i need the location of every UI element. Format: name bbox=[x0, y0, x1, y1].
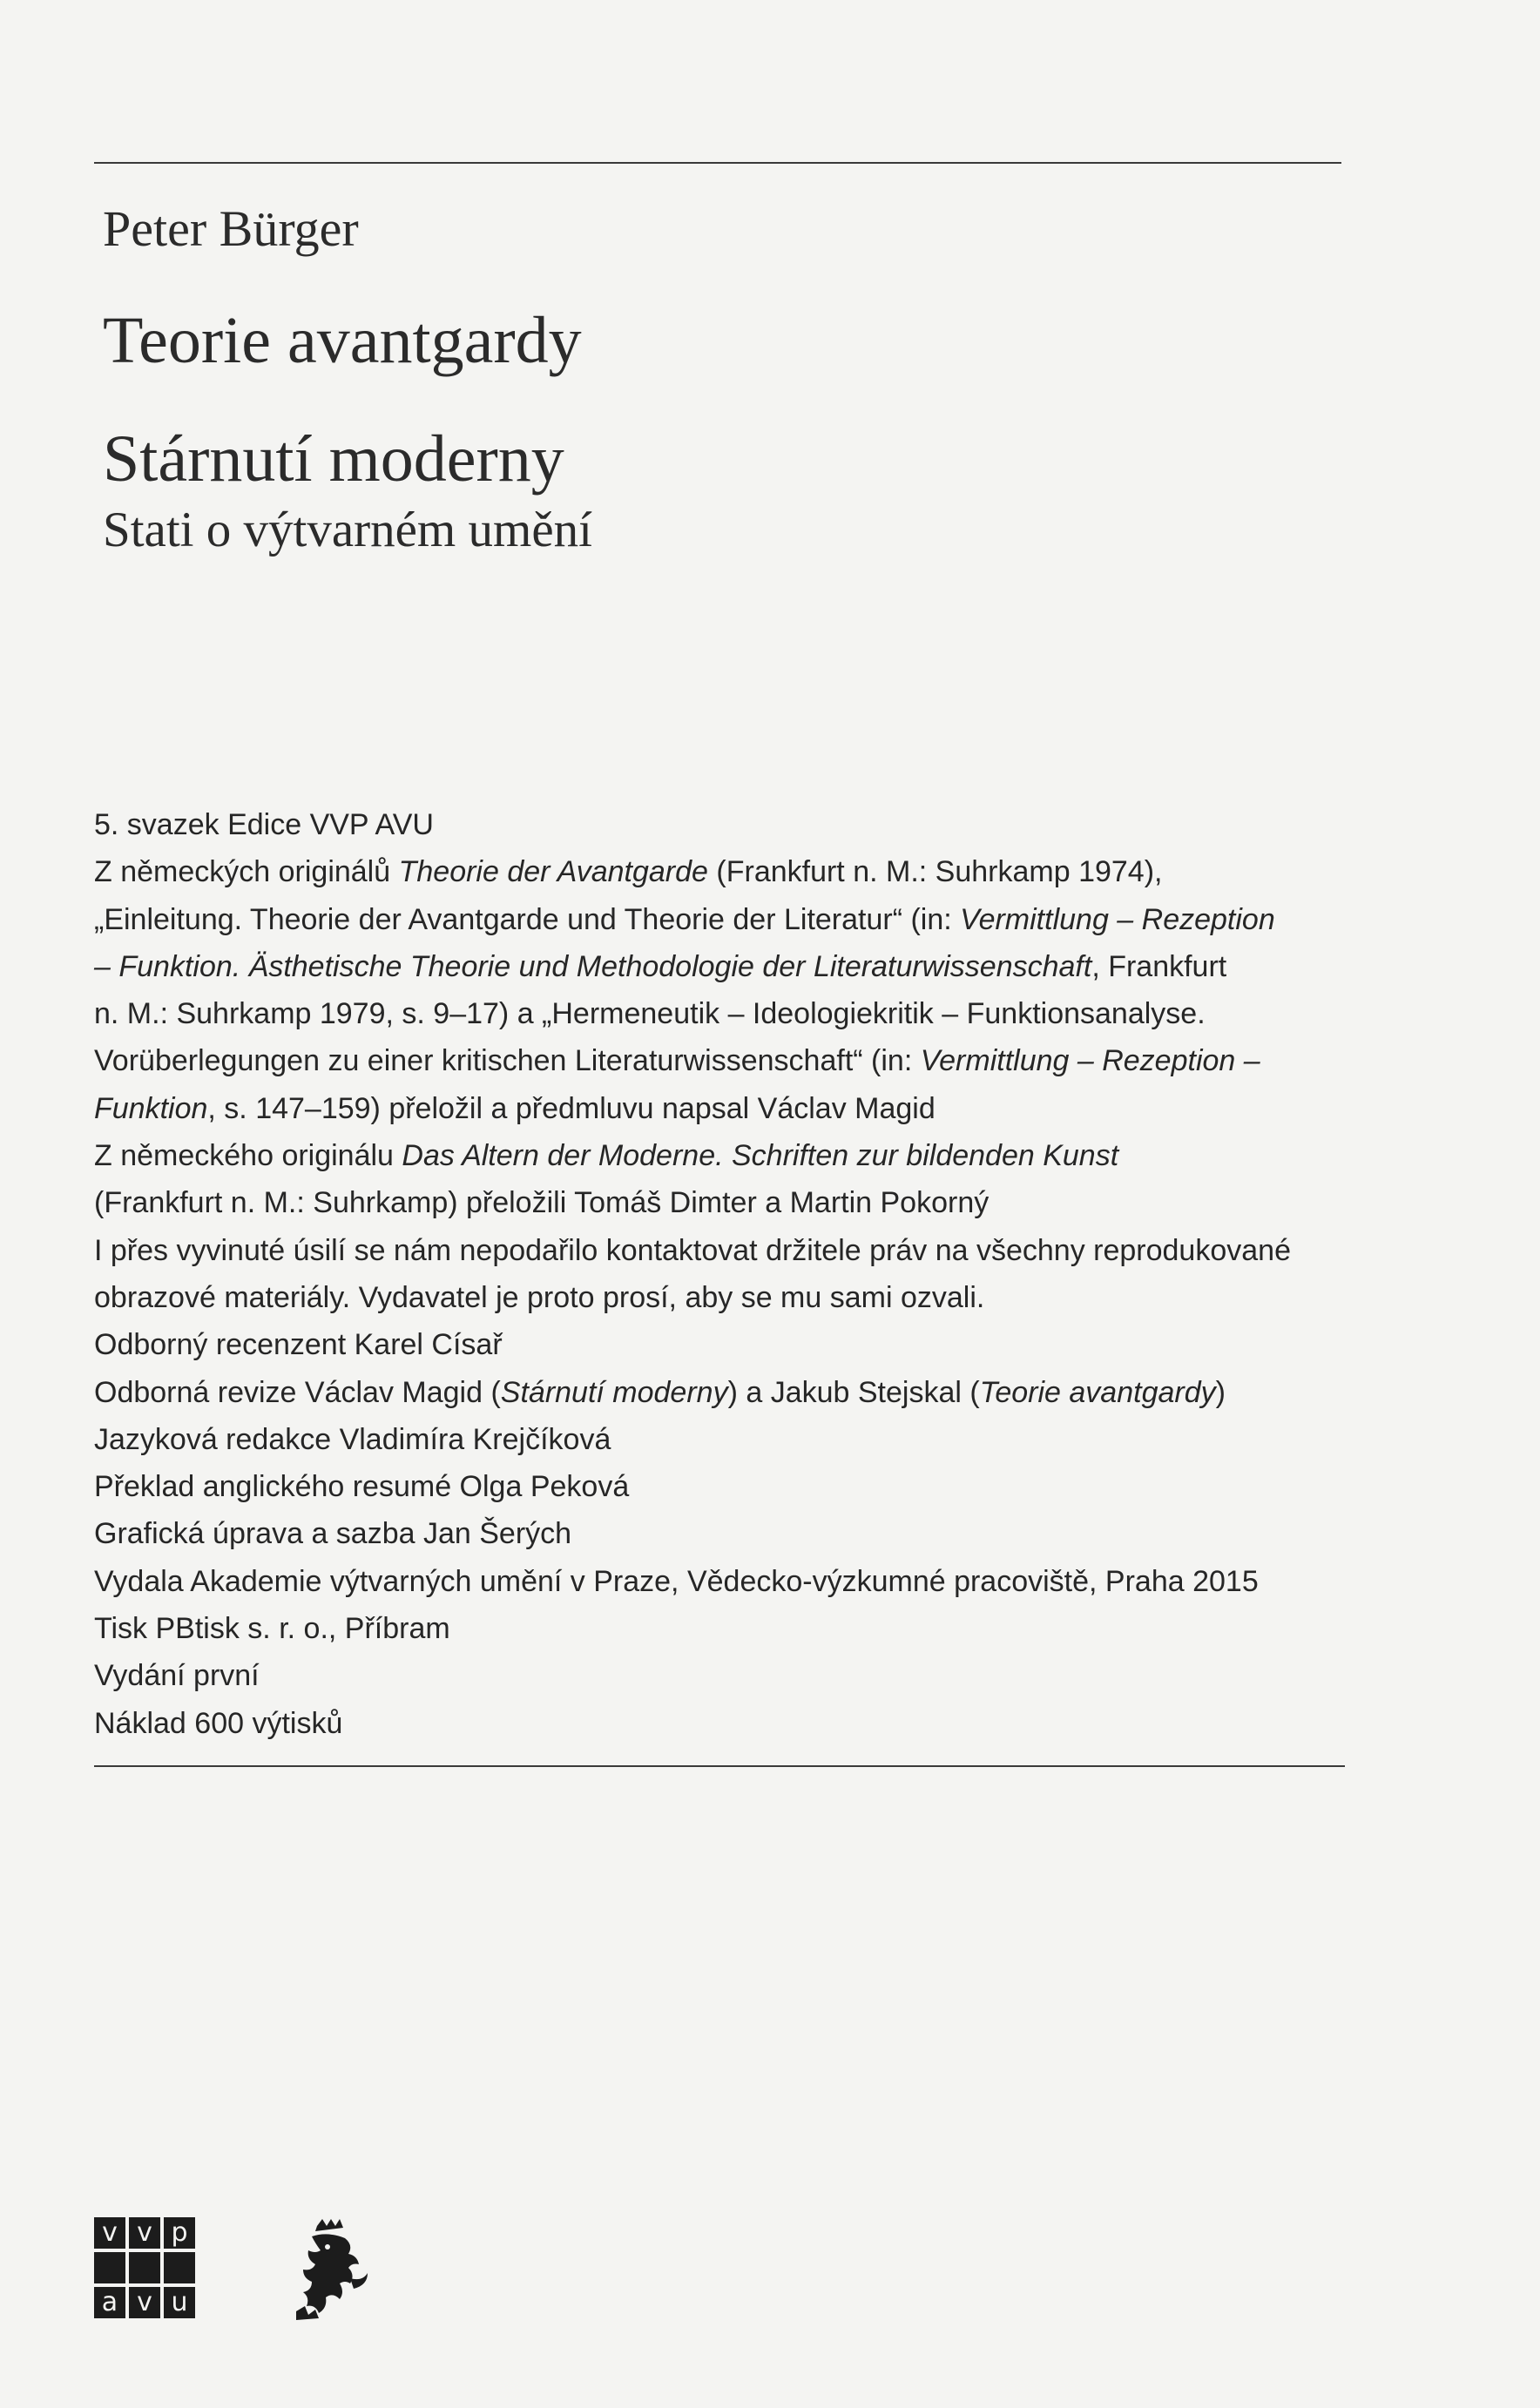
book-title-2: Stárnutí moderny bbox=[103, 422, 564, 496]
text-span: Odborná revize Václav Magid ( bbox=[94, 1375, 501, 1409]
reviewer: Odborný recenzent Karel Císař bbox=[94, 1328, 503, 1362]
logo-block bbox=[164, 2252, 195, 2283]
book-title-1: Teorie avantgardy bbox=[103, 304, 582, 377]
italic-title: – Funktion. Ästhetische Theorie und Methodologie der Literaturwissenschaft bbox=[94, 949, 1092, 983]
colophon-line bbox=[94, 990, 1348, 1037]
designer: Grafická úprava a sazba Jan Šerých bbox=[94, 1517, 572, 1551]
italic-title: Stárnutí moderny bbox=[500, 1375, 728, 1409]
text-span: n. M.: Suhrkamp 1979, s. 9–17) a „Hermeneutik – Ideologiekritik – Funktionsanalyse. bbox=[94, 997, 1206, 1031]
colophon-line bbox=[94, 943, 1348, 990]
text-span: obrazové materiály. Vydavatel je proto prosí, aby se mu sami ozvali. bbox=[94, 1280, 985, 1314]
colophon-line bbox=[94, 1463, 1348, 1510]
logo-letter: v bbox=[129, 2287, 160, 2318]
logo-letter: v bbox=[94, 2217, 125, 2249]
italic-title: Funktion bbox=[94, 1091, 208, 1125]
colophon-line bbox=[94, 801, 1348, 848]
text-span: ) a Jakub Stejskal ( bbox=[727, 1375, 980, 1409]
bottom-rule bbox=[94, 1765, 1345, 1767]
colophon-line bbox=[94, 896, 1348, 943]
logo-block bbox=[94, 2252, 125, 2283]
italic-title: Theorie der Avantgarde bbox=[398, 855, 708, 889]
text-span: (Frankfurt n. M.: Suhrkamp) přeložili Tomáš Dimter a Martin Pokorný bbox=[94, 1186, 990, 1220]
colophon-line bbox=[94, 1605, 1348, 1652]
colophon-line bbox=[94, 1652, 1348, 1699]
colophon-line bbox=[94, 1274, 1348, 1321]
colophon-line bbox=[94, 848, 1348, 895]
logo-letter: v bbox=[129, 2217, 160, 2249]
title-block bbox=[103, 199, 1322, 561]
colophon-line bbox=[94, 1179, 1348, 1226]
czech-lion-icon bbox=[277, 2217, 382, 2335]
edition: Vydání první bbox=[94, 1659, 260, 1693]
translator: Překlad anglického resumé Olga Peková bbox=[94, 1470, 630, 1504]
vvp-avu-logo bbox=[94, 2217, 195, 2318]
italic-title: Vermittlung – Rezeption – bbox=[920, 1044, 1260, 1078]
logo-block bbox=[129, 2252, 160, 2283]
text-span: , s. 147–159) přeložil a předmluvu napsal Václav Magid bbox=[207, 1091, 935, 1125]
publisher: Vydala Akademie výtvarných umění v Praze, Vědecko-výzkumné pracoviště, Praha 2015 bbox=[94, 1564, 1259, 1598]
colophon-line bbox=[94, 1227, 1348, 1274]
colophon-line bbox=[94, 1558, 1348, 1605]
text-span: Vorüberlegungen zu einer kritischen Literaturwissenschaft“ (in: bbox=[94, 1044, 921, 1078]
text-span: ) bbox=[1215, 1375, 1226, 1409]
colophon-line bbox=[94, 1700, 1348, 1747]
colophon-line bbox=[94, 1510, 1348, 1557]
colophon-line bbox=[94, 1085, 1348, 1132]
text-span: I přes vyvinuté úsilí se nám nepodařilo kontaktovat držitele práv na všechny reprodukované bbox=[94, 1233, 1291, 1267]
print-run: Náklad 600 výtisků bbox=[94, 1706, 343, 1740]
italic-title: Vermittlung – Rezeption bbox=[960, 902, 1275, 936]
colophon-line bbox=[94, 1321, 1348, 1368]
author-name: Peter Bürger bbox=[103, 200, 359, 257]
text-span: „Einleitung. Theorie der Avantgarde und Theorie der Literatur“ (in: bbox=[94, 902, 961, 936]
colophon-text bbox=[94, 801, 1348, 1747]
printer: Tisk PBtisk s. r. o., Příbram bbox=[94, 1612, 450, 1646]
italic-title: Teorie avantgardy bbox=[979, 1375, 1216, 1409]
italic-title: Das Altern der Moderne. Schriften zur bildenden Kunst bbox=[402, 1139, 1119, 1173]
colophon-line bbox=[94, 1132, 1348, 1179]
colophon-line bbox=[94, 1369, 1348, 1416]
logo-letter: u bbox=[164, 2287, 195, 2318]
logo-letter: a bbox=[94, 2287, 125, 2318]
text-span: Z německých originálů bbox=[94, 855, 399, 889]
editor: Jazyková redakce Vladimíra Krejčíková bbox=[94, 1422, 611, 1456]
text-span: (Frankfurt n. M.: Suhrkamp 1974), bbox=[707, 855, 1163, 889]
colophon-line bbox=[94, 1037, 1348, 1084]
text-span: , Frankfurt bbox=[1091, 949, 1227, 983]
book-subtitle-2: Stati o výtvarném umění bbox=[103, 503, 592, 557]
series-info: 5. svazek Edice VVP AVU bbox=[94, 808, 434, 841]
top-rule bbox=[94, 162, 1341, 164]
logo-letter: p bbox=[164, 2217, 195, 2249]
text-span: Z německého originálu bbox=[94, 1139, 402, 1173]
colophon-line bbox=[94, 1416, 1348, 1463]
